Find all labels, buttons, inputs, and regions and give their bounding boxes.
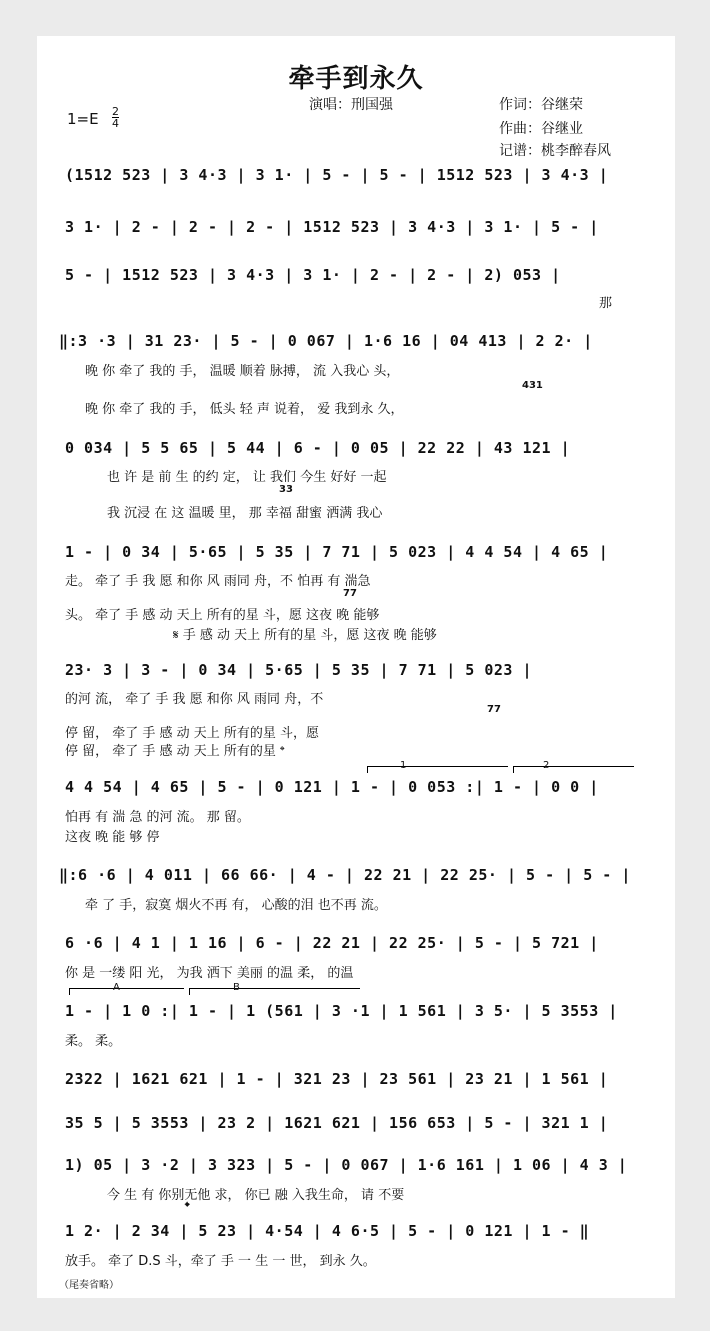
second-ending-number: 2 [543, 760, 550, 771]
ending-a-label: A [113, 982, 120, 993]
lyric-row-9: 牵 了 手，寂寞 烟火不再 有， 心酸的泪 也不再 流。 [85, 898, 387, 913]
composer-credit: 作曲：谷继业 [499, 121, 583, 137]
lyric-row-5-line-2: 我 沉浸 在 这 温暖 里， 那 幸福 甜蜜 洒满 我心 [107, 506, 383, 521]
ending-a-bracket [69, 988, 184, 995]
lyric-row-6-line-3: 𝄋 手 感 动 天上 所有的星 斗，愿 这夜 晚 能够 [173, 628, 437, 643]
lyric-row-8-line-2: 这夜 晚 能 够 停 [65, 830, 160, 845]
alt-notes-annotation: 77 [343, 588, 357, 599]
transcriber-credit: 记谱：桃李醉春风 [499, 143, 611, 159]
lyric-row-10: 你 是 一缕 阳 光， 为我 洒下 美丽 的温 柔， 的温 [65, 966, 354, 981]
lyricist-credit: 作词：谷继荣 [499, 97, 583, 113]
score-row-8: 4 4 54 | 4 65 | 5 - | 0 121 | 1 - | 0 053 :| 1 - | 0 0 | [65, 778, 599, 796]
lyric-row-6-line-2: 头。 牵了 手 感 动 天上 所有的星 斗，愿 这夜 晚 能够 [65, 608, 380, 623]
score-sheet [37, 36, 675, 1298]
score-row-9: ‖:6 ·6 | 4 011 | 66 66· | 4 - | 22 21 | 22 25· | 5 - | 5 - | [59, 866, 631, 884]
lyric-row-8-line-1: 怕再 有 湍 急 的河 流。 那 留。 [65, 810, 250, 825]
score-row-4: ‖:3 ·3 | 31 23· | 5 - | 0 067 | 1·6 16 | 04 413 | 2 2· | [59, 332, 593, 350]
lyric-row-7-line-3: 停 留， 牵了 手 感 动 天上 所有的星 𝄌 [65, 744, 285, 759]
score-row-11: 1 - | 1 0 :| 1 - | 1 (561 | 3 ·1 | 1 561 | 3 5· | 5 3553 | [65, 1002, 618, 1020]
footnote-outro-omitted: （尾奏省略） [59, 1280, 119, 1291]
score-row-10: 6 ·6 | 4 1 | 1 16 | 6 - | 22 21 | 22 25· | 5 - | 5 721 | [65, 934, 599, 952]
lyric-row-14: 今 生 有 你别无他 求， 你已 融 入我生命， 请 不要 [107, 1188, 405, 1203]
score-row-7: 23· 3 | 3 - | 0 34 | 5·65 | 5 35 | 7 71 | 5 023 | [65, 661, 533, 679]
lyric-row-4-line-1: 晚 你 牵了 我的 手， 温暖 顺着 脉搏， 流 入我心 头， [85, 364, 400, 379]
score-row-3: 5 - | 1512 523 | 3 4·3 | 3 1· | 2 - | 2 - | 2) 053 | [65, 266, 561, 284]
first-ending-bracket [367, 766, 508, 773]
key-signature: 1=E [67, 110, 99, 128]
time-numerator: 2 [112, 105, 119, 118]
first-ending-number: 1 [400, 760, 407, 771]
lyric-row-15: 放手。 牵了 D.S 斗，牵了 手 一 生 一 世， 到永 久。 [65, 1254, 376, 1269]
ending-b-bracket [189, 988, 360, 995]
lyric-row-7-line-1: 的河 流， 牵了 手 我 愿 和你 风 雨同 舟，不 [65, 692, 324, 707]
score-row-14: 1) 05 | 3 ·2 | 3 323 | 5 - | 0 067 | 1·6 161 | 1 06 | 4 3 | [65, 1156, 628, 1174]
alt-notes-annotation: 77 [487, 704, 501, 715]
time-denominator: 4 [112, 117, 119, 130]
lyric-row-7-line-2: 停 留， 牵了 手 感 动 天上 所有的星 斗，愿 [65, 726, 320, 741]
score-row-12: 2322 | 1621 621 | 1 - | 321 23 | 23 561 | 23 21 | 1 561 | [65, 1070, 609, 1088]
song-title: 牵手到永久 [288, 64, 424, 94]
singer-credit: 演唱：刑国强 [309, 97, 393, 113]
score-row-6: 1 - | 0 34 | 5·65 | 5 35 | 7 71 | 5 023 | 4 4 54 | 4 65 | [65, 543, 609, 561]
lyric-row-6-line-1: 走。 牵了 手 我 愿 和你 风 雨同 舟，不 怕再 有 湍急 [65, 574, 371, 589]
score-row-5: 0 034 | 5 5 65 | 5 44 | 6 - | 0 05 | 22 22 | 43 121 | [65, 439, 571, 457]
lyric-row-5-line-1: 也 许 是 前 生 的约 定， 让 我们 今生 好好 一起 [107, 470, 387, 485]
lyric-row-11: 柔。 柔。 [65, 1034, 122, 1049]
second-ending-bracket [513, 766, 634, 773]
ending-b-label: B [233, 982, 240, 993]
coda-sign: 𝄌 [185, 1200, 190, 1215]
score-row-13: 35 5 | 5 3553 | 23 2 | 1621 621 | 156 653 | 5 - | 321 1 | [65, 1114, 609, 1132]
lyric-row-3: 那 [599, 296, 613, 311]
score-row-15: 1 2· | 2 34 | 5 23 | 4·54 | 4 6·5 | 5 - | 0 121 | 1 - ‖ [65, 1222, 590, 1240]
score-row-1: (1512 523 | 3 4·3 | 3 1· | 5 - | 5 - | 1512 523 | 3 4·3 | [65, 166, 609, 184]
lyric-row-4-line-2: 晚 你 牵了 我的 手， 低头 轻 声 说着， 爱 我到永 久， [85, 402, 404, 417]
score-row-2: 3 1· | 2 - | 2 - | 2 - | 1512 523 | 3 4·3 | 3 1· | 5 - | [65, 218, 599, 236]
time-signature [112, 106, 119, 129]
alt-notes-annotation: 431 [522, 380, 543, 391]
alt-notes-annotation: 33 [279, 484, 293, 495]
